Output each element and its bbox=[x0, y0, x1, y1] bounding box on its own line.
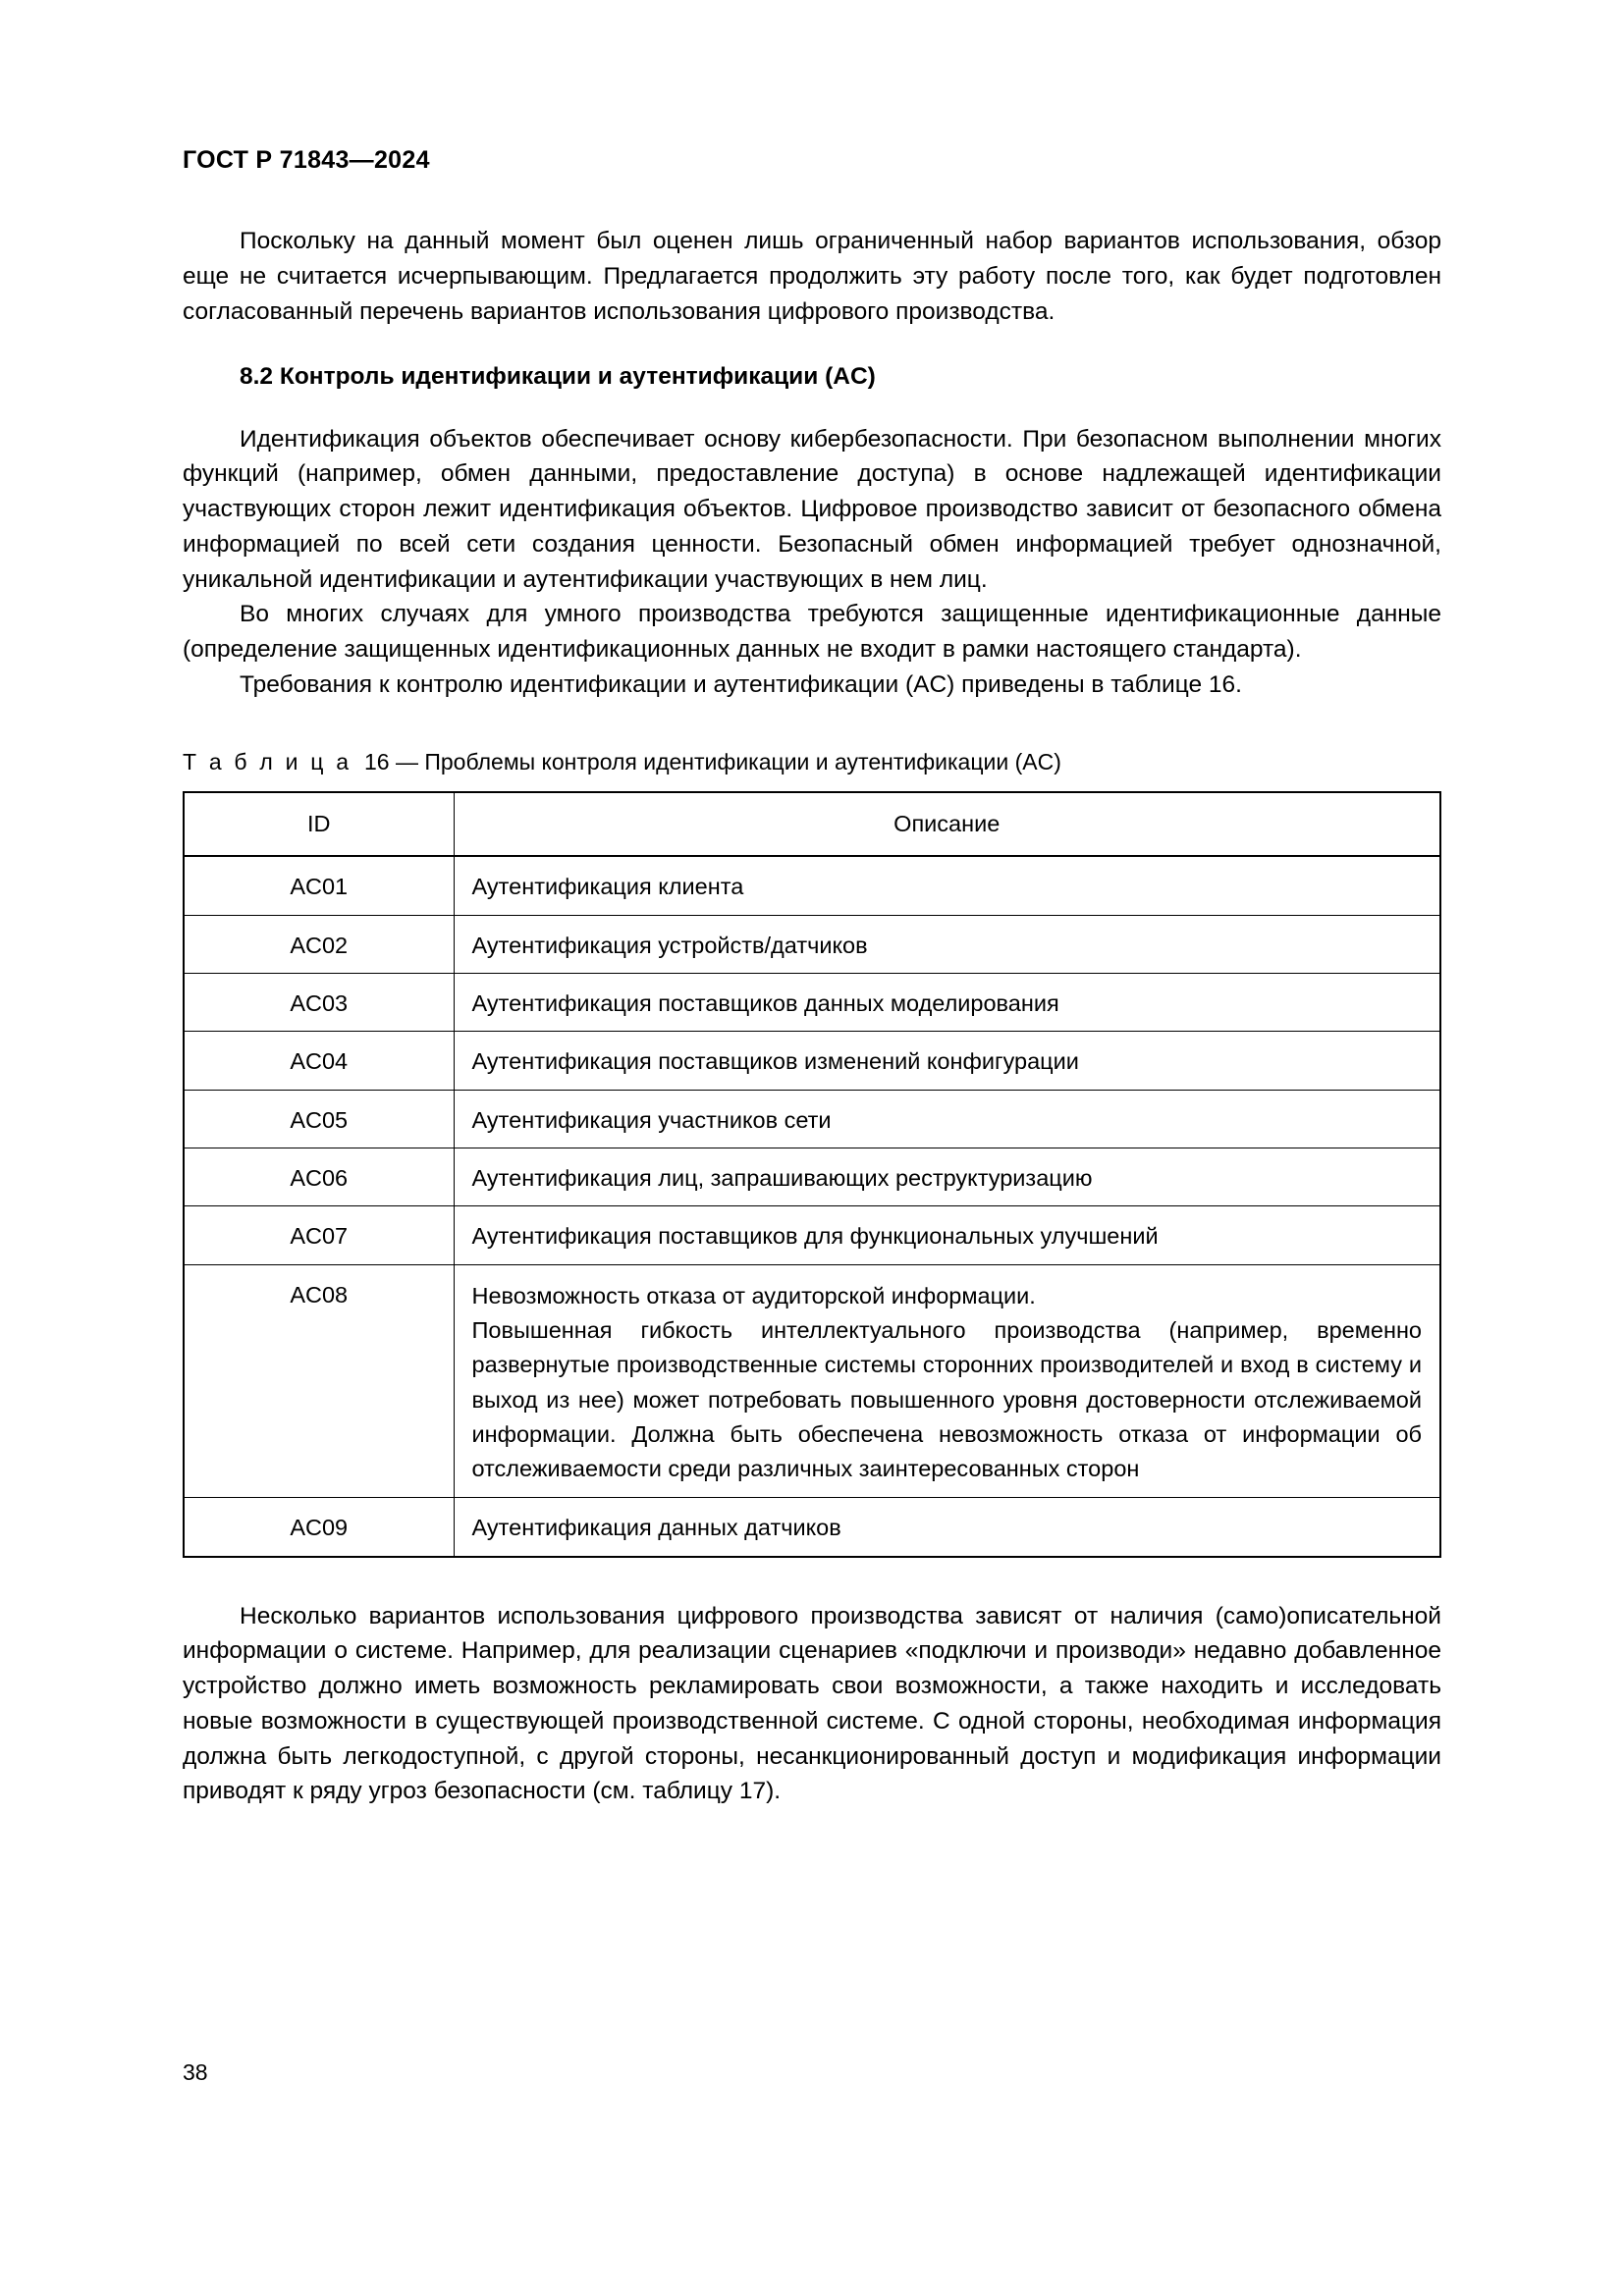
table-16 bbox=[183, 791, 1441, 1558]
paragraph-body-3: Требования к контролю идентификации и аутентификации (AC) приведены в таблице 16. bbox=[240, 670, 1242, 698]
cell-description: Аутентификация участников сети bbox=[454, 1090, 1440, 1148]
page-number: 38 bbox=[183, 2059, 208, 2085]
cell-id: AC01 bbox=[184, 856, 454, 915]
section-heading-8-2: 8.2 Контроль идентификации и аутентификации (AC) bbox=[240, 363, 876, 391]
table-row bbox=[184, 1206, 1440, 1264]
cell-description-line-1: Невозможность отказа от аудиторской информации. bbox=[471, 1282, 1036, 1308]
cell-description-line-2: Повышенная гибкость интеллектуального производства (например, временно развернутые производственные системы сторонних производителей и вход в систему и выход из нее) может потребовать повышенного уровня достоверности отслеживаемой информации. Должна быть обеспечена невозможность отказа от информации об отслеживаемости среди различных заинтересованных сторон bbox=[471, 1317, 1422, 1482]
cell-id: AC03 bbox=[184, 973, 454, 1031]
cell-id: AC02 bbox=[184, 915, 454, 973]
cell-id: AC09 bbox=[184, 1498, 454, 1557]
column-header-id: ID bbox=[184, 792, 454, 856]
cell-description: Аутентификация поставщиков для функциональных улучшений bbox=[454, 1206, 1440, 1264]
paragraph-body-2: Во многих случаях для умного производства требуются защищенные идентификационные данные (определение защищенных идентификационных данных не входит в рамки настоящего стандарта). bbox=[183, 601, 1441, 664]
cell-id: AC05 bbox=[184, 1090, 454, 1148]
table-caption bbox=[183, 746, 1441, 777]
table-caption-label: Т а б л и ц а bbox=[183, 748, 352, 774]
cell-id: AC04 bbox=[184, 1032, 454, 1090]
cell-id: AC07 bbox=[184, 1206, 454, 1264]
paragraph-intro: Поскольку на данный момент был оценен лишь ограниченный набор вариантов использования, обзор еще не считается исчерпывающим. Предлагается продолжить эту работу после того, как будет подготовлен согласованный перечень вариантов использования цифрового производства. bbox=[183, 228, 1441, 325]
table-row bbox=[184, 1090, 1440, 1148]
table-row bbox=[184, 973, 1440, 1031]
cell-description: Аутентификация лиц, запрашивающих реструктуризацию bbox=[454, 1148, 1440, 1206]
running-head: ГОСТ Р 71843—2024 bbox=[183, 146, 430, 174]
column-header-description: Описание bbox=[454, 792, 1440, 856]
cell-description bbox=[454, 1264, 1440, 1498]
table-row bbox=[184, 856, 1440, 915]
table-caption-dash: — bbox=[395, 748, 418, 774]
cell-id: AC06 bbox=[184, 1148, 454, 1206]
paragraph-tail: Несколько вариантов использования цифрового производства зависят от наличия (само)описательной информации о системе. Например, для реализации сценариев «подключи и производи» недавно добавленное устройство должно иметь возможность рекламировать свои возможности, а также находить и исследовать новые возможности в существующей производственной системе. С одной стороны, необходимая информация должна быть легкодоступной, с другой стороны, несанкционированный доступ и модификация информации приводят к ряду угроз безопасности (см. таблицу 17). bbox=[183, 1602, 1441, 1805]
table-row bbox=[184, 1498, 1440, 1557]
table-caption-number: 16 bbox=[363, 748, 390, 774]
cell-description: Аутентификация устройств/датчиков bbox=[454, 915, 1440, 973]
table-row bbox=[184, 1032, 1440, 1090]
cell-id: AC08 bbox=[184, 1264, 454, 1498]
table-header-row bbox=[184, 792, 1440, 856]
cell-description: Аутентификация поставщиков изменений конфигурации bbox=[454, 1032, 1440, 1090]
table-caption-title: Проблемы контроля идентификации и аутентификации (AC) bbox=[424, 748, 1061, 774]
cell-description: Аутентификация поставщиков данных моделирования bbox=[454, 973, 1440, 1031]
cell-description: Аутентификация данных датчиков bbox=[454, 1498, 1440, 1557]
cell-description: Аутентификация клиента bbox=[454, 856, 1440, 915]
paragraph-body-1: Идентификация объектов обеспечивает основу кибербезопасности. При безопасном выполнении многих функций (например, обмен данными, предоставление доступа) в основе надлежащей идентификации участвующих сторон лежит идентификация объектов. Цифровое производство зависит от безопасного обмена информацией по всей сети создания ценности. Безопасный обмен информацией требует однозначной, уникальной идентификации и аутентификации участвующих в нем лиц. bbox=[183, 425, 1441, 593]
table-row bbox=[184, 1264, 1440, 1498]
page-content bbox=[183, 0, 1441, 1809]
table-row bbox=[184, 915, 1440, 973]
table-row bbox=[184, 1148, 1440, 1206]
